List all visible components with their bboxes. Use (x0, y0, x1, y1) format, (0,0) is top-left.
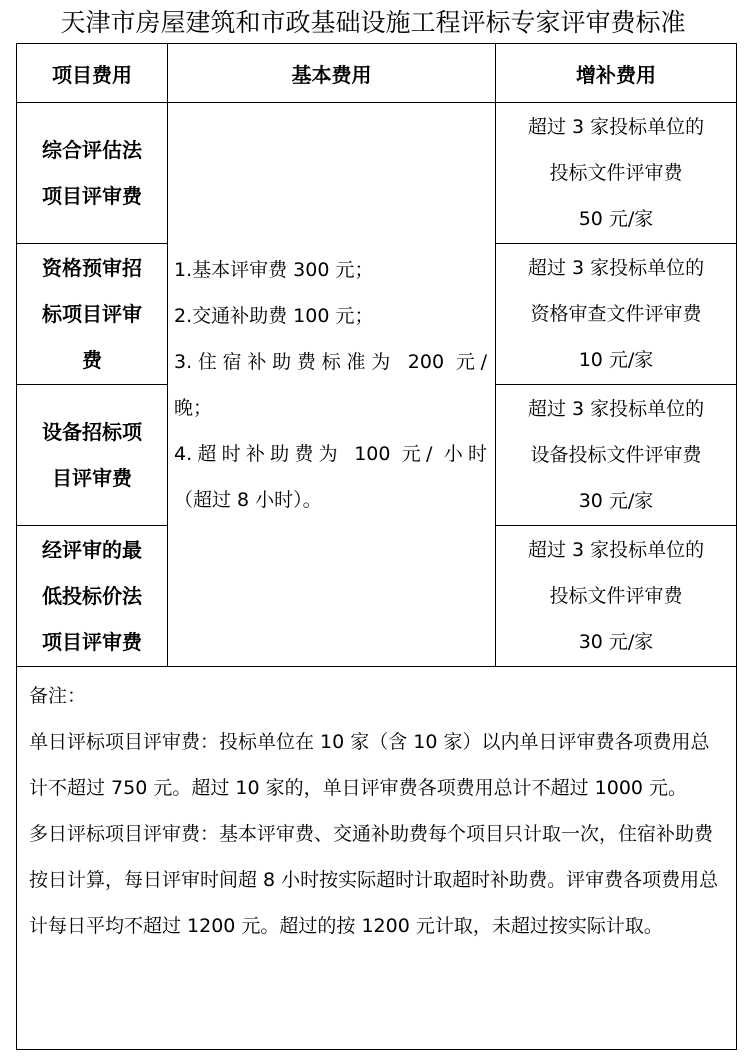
extra-fee-line: 超过 3 家投标单位的 (527, 257, 705, 279)
extra-fee-cell (496, 244, 737, 385)
extra-fee-line: 10 元/家 (578, 349, 654, 371)
category-lowest-price (17, 526, 168, 667)
category-comprehensive-evaluation (17, 103, 168, 244)
extra-fee-line: 设备投标文件评审费 (530, 444, 702, 466)
category-line: 资格预审招 (42, 256, 142, 280)
category-line: 费 (82, 348, 102, 372)
category-prequalification (17, 244, 168, 385)
extra-fee-line: 50 元/家 (578, 208, 654, 230)
basic-fee-cell (168, 103, 496, 667)
header-basic-fee: 基本费用 (168, 44, 496, 103)
category-line: 项目评审费 (42, 184, 142, 208)
extra-fee-line: 30 元/家 (578, 631, 654, 653)
basic-fee-line: 4.超时补助费为 100 元/ 小时 (174, 442, 487, 465)
notes-label: 备注： (29, 685, 87, 707)
extra-fee-cell (496, 103, 737, 244)
category-equipment-bidding (17, 385, 168, 526)
extra-fee-line: 超过 3 家投标单位的 (527, 539, 705, 561)
extra-fee-line: 超过 3 家投标单位的 (527, 116, 705, 138)
table-header-row (17, 44, 737, 103)
note-paragraph-single-day: 单日评标项目评审费：投标单位在 10 家（含 10 家）以内单日评审费各项费用总计不超过 750 元。超过 10 家的，单日评审费各项费用总计不超过 1000 元。 (29, 731, 710, 799)
extra-fee-line: 投标文件评审费 (549, 585, 683, 607)
fee-standard-table (16, 43, 737, 1050)
basic-fee-line: （超过 8 小时）。 (174, 488, 322, 511)
category-line: 设备招标项 (42, 420, 142, 444)
table-row (17, 103, 737, 244)
notes-cell (17, 667, 737, 1050)
category-line: 综合评估法 (42, 138, 142, 162)
category-line: 标项目评审 (42, 302, 142, 326)
basic-fee-line: 3.住宿补助费标准为 200 元/ (174, 350, 487, 373)
category-line: 项目评审费 (42, 630, 142, 654)
document-title: 天津市房屋建筑和市政基础设施工程评标专家评审费标准 (60, 8, 686, 37)
notes-row (17, 667, 737, 1050)
basic-fee-line: 2.交通补助费 100 元； (174, 304, 374, 327)
note-paragraph-multi-day: 多日评标项目评审费：基本评审费、交通补助费每个项目只计取一次，住宿补助费按日计算，每日评审时间超 8 小时按实际超时计取超时补助费。评审费各项费用总计每日平均不超过 1200 元。超过的按 1200 元计取，未超过按实际计取。 (29, 823, 719, 937)
category-line: 目评审费 (52, 466, 132, 490)
category-line: 低投标价法 (42, 584, 142, 608)
header-extra-fee: 增补费用 (496, 44, 737, 103)
extra-fee-line: 资格审查文件评审费 (530, 303, 702, 325)
category-line: 经评审的最 (42, 538, 142, 562)
extra-fee-line: 30 元/家 (578, 490, 654, 512)
extra-fee-cell (496, 526, 737, 667)
basic-fee-line: 1.基本评审费 300 元； (174, 258, 374, 281)
header-project-fee: 项目费用 (17, 44, 168, 103)
extra-fee-line: 投标文件评审费 (549, 162, 683, 184)
basic-fee-line: 晚； (174, 396, 213, 419)
extra-fee-cell (496, 385, 737, 526)
extra-fee-line: 超过 3 家投标单位的 (527, 398, 705, 420)
